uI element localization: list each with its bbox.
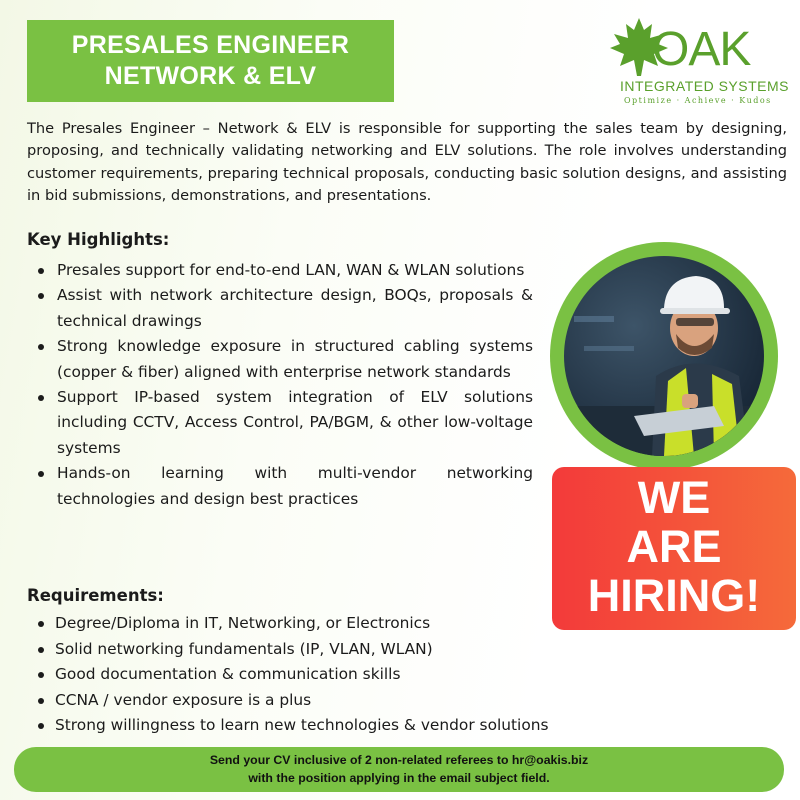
list-item: Hands-on learning with multi-vendor networking technologies and design best practices <box>37 461 533 512</box>
we-are-hiring-badge <box>552 467 796 630</box>
logo-tagline: Optimize · Achieve · Kudos <box>624 96 772 105</box>
engineer-photo-frame <box>550 242 778 470</box>
highlights-heading: Key Highlights: <box>27 230 170 249</box>
footer-line-2: with the position applying in the email subject field. <box>248 771 550 785</box>
hiring-line-3: HIRING! <box>587 570 761 621</box>
list-item: Support IP-based system integration of ELV solutions including CCTV, Access Control, PA/BGM, & other low-voltage systems <box>37 385 533 461</box>
footer-line-1: Send your CV inclusive of 2 non-related referees to hr@oakis.biz <box>209 753 589 767</box>
requirements-list <box>37 611 637 739</box>
logo-subtitle: INTEGRATED SYSTEMS <box>620 78 789 94</box>
list-item: Good documentation & communication skills <box>37 662 637 688</box>
hiring-line-1: WE <box>637 472 711 523</box>
list-item: Presales support for end-to-end LAN, WAN & WLAN solutions <box>37 258 533 283</box>
highlights-list <box>37 258 533 512</box>
hiring-line-2: ARE <box>626 521 722 572</box>
requirements-heading: Requirements: <box>27 586 164 605</box>
job-title-banner <box>27 20 394 102</box>
job-description: The Presales Engineer – Network & ELV is responsible for supporting the sales team by designing, proposing, and technically validating networking and ELV solutions. The role involves understanding customer requirements, preparing technical proposals, conducting basic solution designs, and assisting in bid submissions, demonstrations, and presentations. <box>27 120 787 204</box>
list-item: Strong knowledge exposure in structured cabling systems (copper & fiber) aligned with enterprise network standards <box>37 334 533 385</box>
list-item: Assist with network architecture design, BOQs, proposals & technical drawings <box>37 283 533 334</box>
list-item: Degree/Diploma in IT, Networking, or Electronics <box>37 611 637 637</box>
job-title-line-2: NETWORK & ELV <box>104 62 317 90</box>
job-title-line-1: PRESALES ENGINEER <box>71 31 350 59</box>
company-logo <box>608 16 788 108</box>
list-item: Solid networking fundamentals (IP, VLAN, WLAN) <box>37 637 637 663</box>
application-instructions <box>14 747 784 792</box>
list-item: CCNA / vendor exposure is a plus <box>37 688 637 714</box>
logo-wordmark: OAK <box>652 23 751 76</box>
list-item: Strong willingness to learn new technologies & vendor solutions <box>37 713 637 739</box>
engineer-photo <box>564 256 764 456</box>
